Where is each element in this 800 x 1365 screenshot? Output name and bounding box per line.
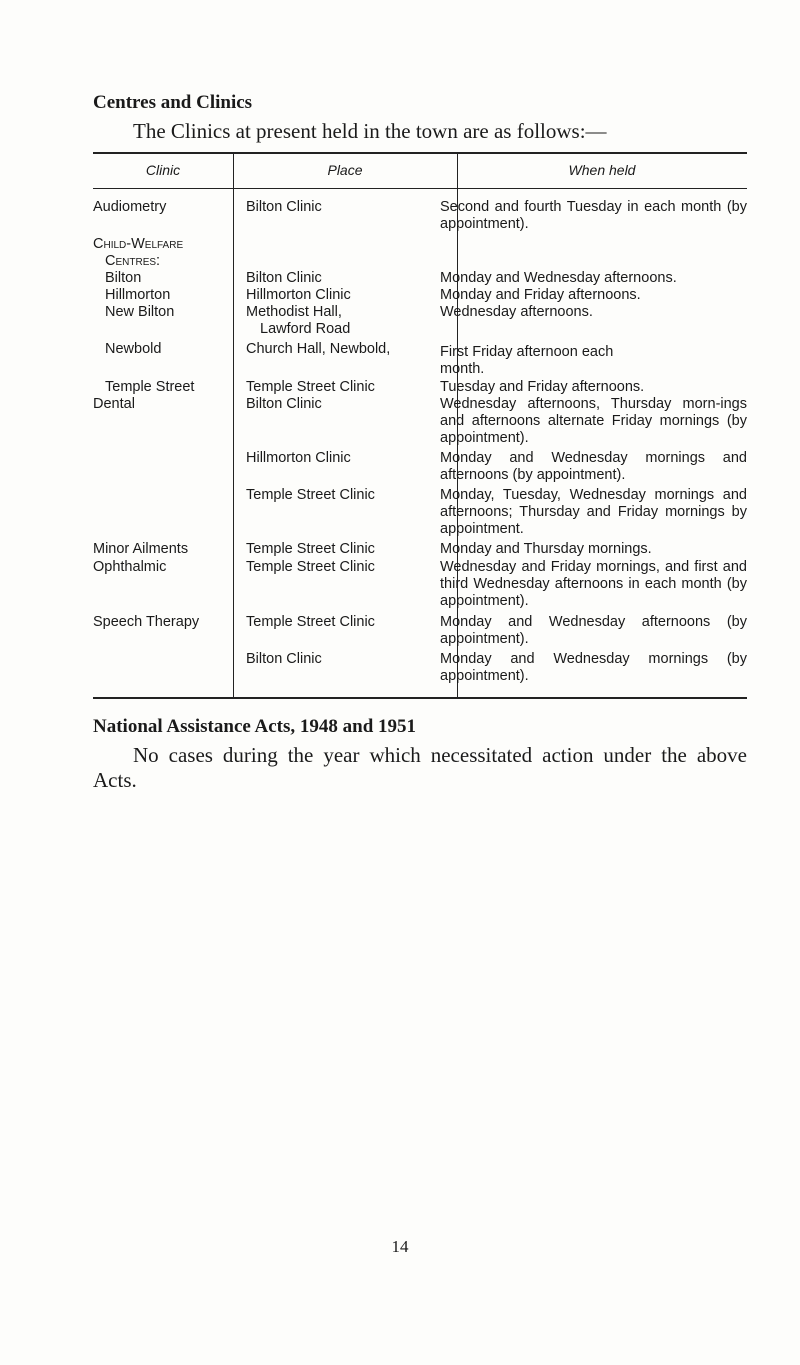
table-cell-clinic: Audiometry (93, 199, 167, 215)
clinics-table (93, 152, 747, 698)
table-cell-when: Wednesday afternoons. (440, 304, 593, 320)
table-cell-clinic: Hillmorton (105, 287, 171, 303)
header-when-held: When held (568, 162, 636, 178)
table-cell-clinic: Bilton (105, 270, 142, 286)
table-cell-clinic: Ophthalmic (93, 559, 167, 575)
table-cell-place: Temple Street Clinic (246, 541, 375, 557)
header-place: Place (327, 162, 363, 178)
table-cell-place-cont: Lawford Road (260, 321, 351, 337)
table-cell-place: Bilton Clinic (246, 651, 322, 667)
table-cell-place: Temple Street Clinic (246, 559, 375, 575)
table-bottom-rule (93, 697, 747, 699)
header-clinic: Clinic (145, 162, 181, 178)
section-heading-national-assistance: National Assistance Acts, 1948 and 1951 (93, 716, 417, 737)
section-heading-centres-clinics: Centres and Clinics (93, 92, 253, 113)
table-cell-clinic: Centres: (105, 253, 161, 269)
table-header-rule (93, 188, 747, 189)
table-cell-place: Temple Street Clinic (246, 614, 375, 630)
table-cell-when: Monday and Wednesday mornings (by appointment). (440, 651, 747, 684)
column-divider-1 (233, 152, 234, 698)
table-cell-when: First Friday afternoon each (440, 344, 614, 360)
table-cell-place: Church Hall, Newbold, (246, 341, 391, 357)
table-cell-when: Monday and Wednesday afternoons. (440, 270, 677, 286)
table-cell-when: Monday and Wednesday afternoons (by appointment). (440, 614, 747, 647)
table-cell-when: Wednesday and Friday mornings, and first and third Wednesday afternoons in each month (by appointment). (440, 559, 747, 609)
table-cell-place: Bilton Clinic (246, 270, 322, 286)
table-cell-when-cont: month. (440, 361, 485, 377)
table-cell-place: Temple Street Clinic (246, 379, 375, 395)
table-cell-place: Temple Street Clinic (246, 487, 375, 503)
table-cell-when: Second and fourth Tuesday in each month (by appointment). (440, 199, 747, 232)
table-cell-when: Monday and Wednesday mornings and afternoons (by appointment). (440, 450, 747, 483)
intro-text: The Clinics at present held in the town are as follows:— (133, 119, 607, 143)
table-cell-place: Hillmorton Clinic (246, 450, 351, 466)
table-cell-clinic: Speech Therapy (93, 614, 200, 630)
table-cell-clinic: Newbold (105, 341, 162, 357)
table-cell-clinic: Dental (93, 396, 135, 412)
table-cell-place: Methodist Hall, (246, 304, 342, 320)
table-cell-clinic: Child-Welfare (93, 236, 184, 252)
table-cell-when: Tuesday and Friday afternoons. (440, 379, 645, 395)
table-top-rule (93, 152, 747, 154)
table-cell-when: Monday and Friday afternoons. (440, 287, 641, 303)
table-cell-when: Monday, Tuesday, Wednesday mornings and afternoons; Thursday and Friday mornings by appointment. (440, 487, 747, 537)
table-cell-place: Hillmorton Clinic (246, 287, 351, 303)
table-cell-when: Wednesday afternoons, Thursday morn-ings and afternoons alternate Friday mornings (by appointment). (440, 396, 747, 446)
table-cell-place: Bilton Clinic (246, 396, 322, 412)
table-cell-clinic: New Bilton (105, 304, 175, 320)
national-assistance-text: No cases during the year which necessitated action under the above Acts. (93, 743, 747, 792)
page-number: 14 (391, 1237, 409, 1256)
table-cell-clinic: Temple Street (105, 379, 195, 395)
table-cell-place: Bilton Clinic (246, 199, 322, 215)
table-cell-when: Monday and Thursday mornings. (440, 541, 652, 557)
table-cell-clinic: Minor Ailments (93, 541, 189, 557)
